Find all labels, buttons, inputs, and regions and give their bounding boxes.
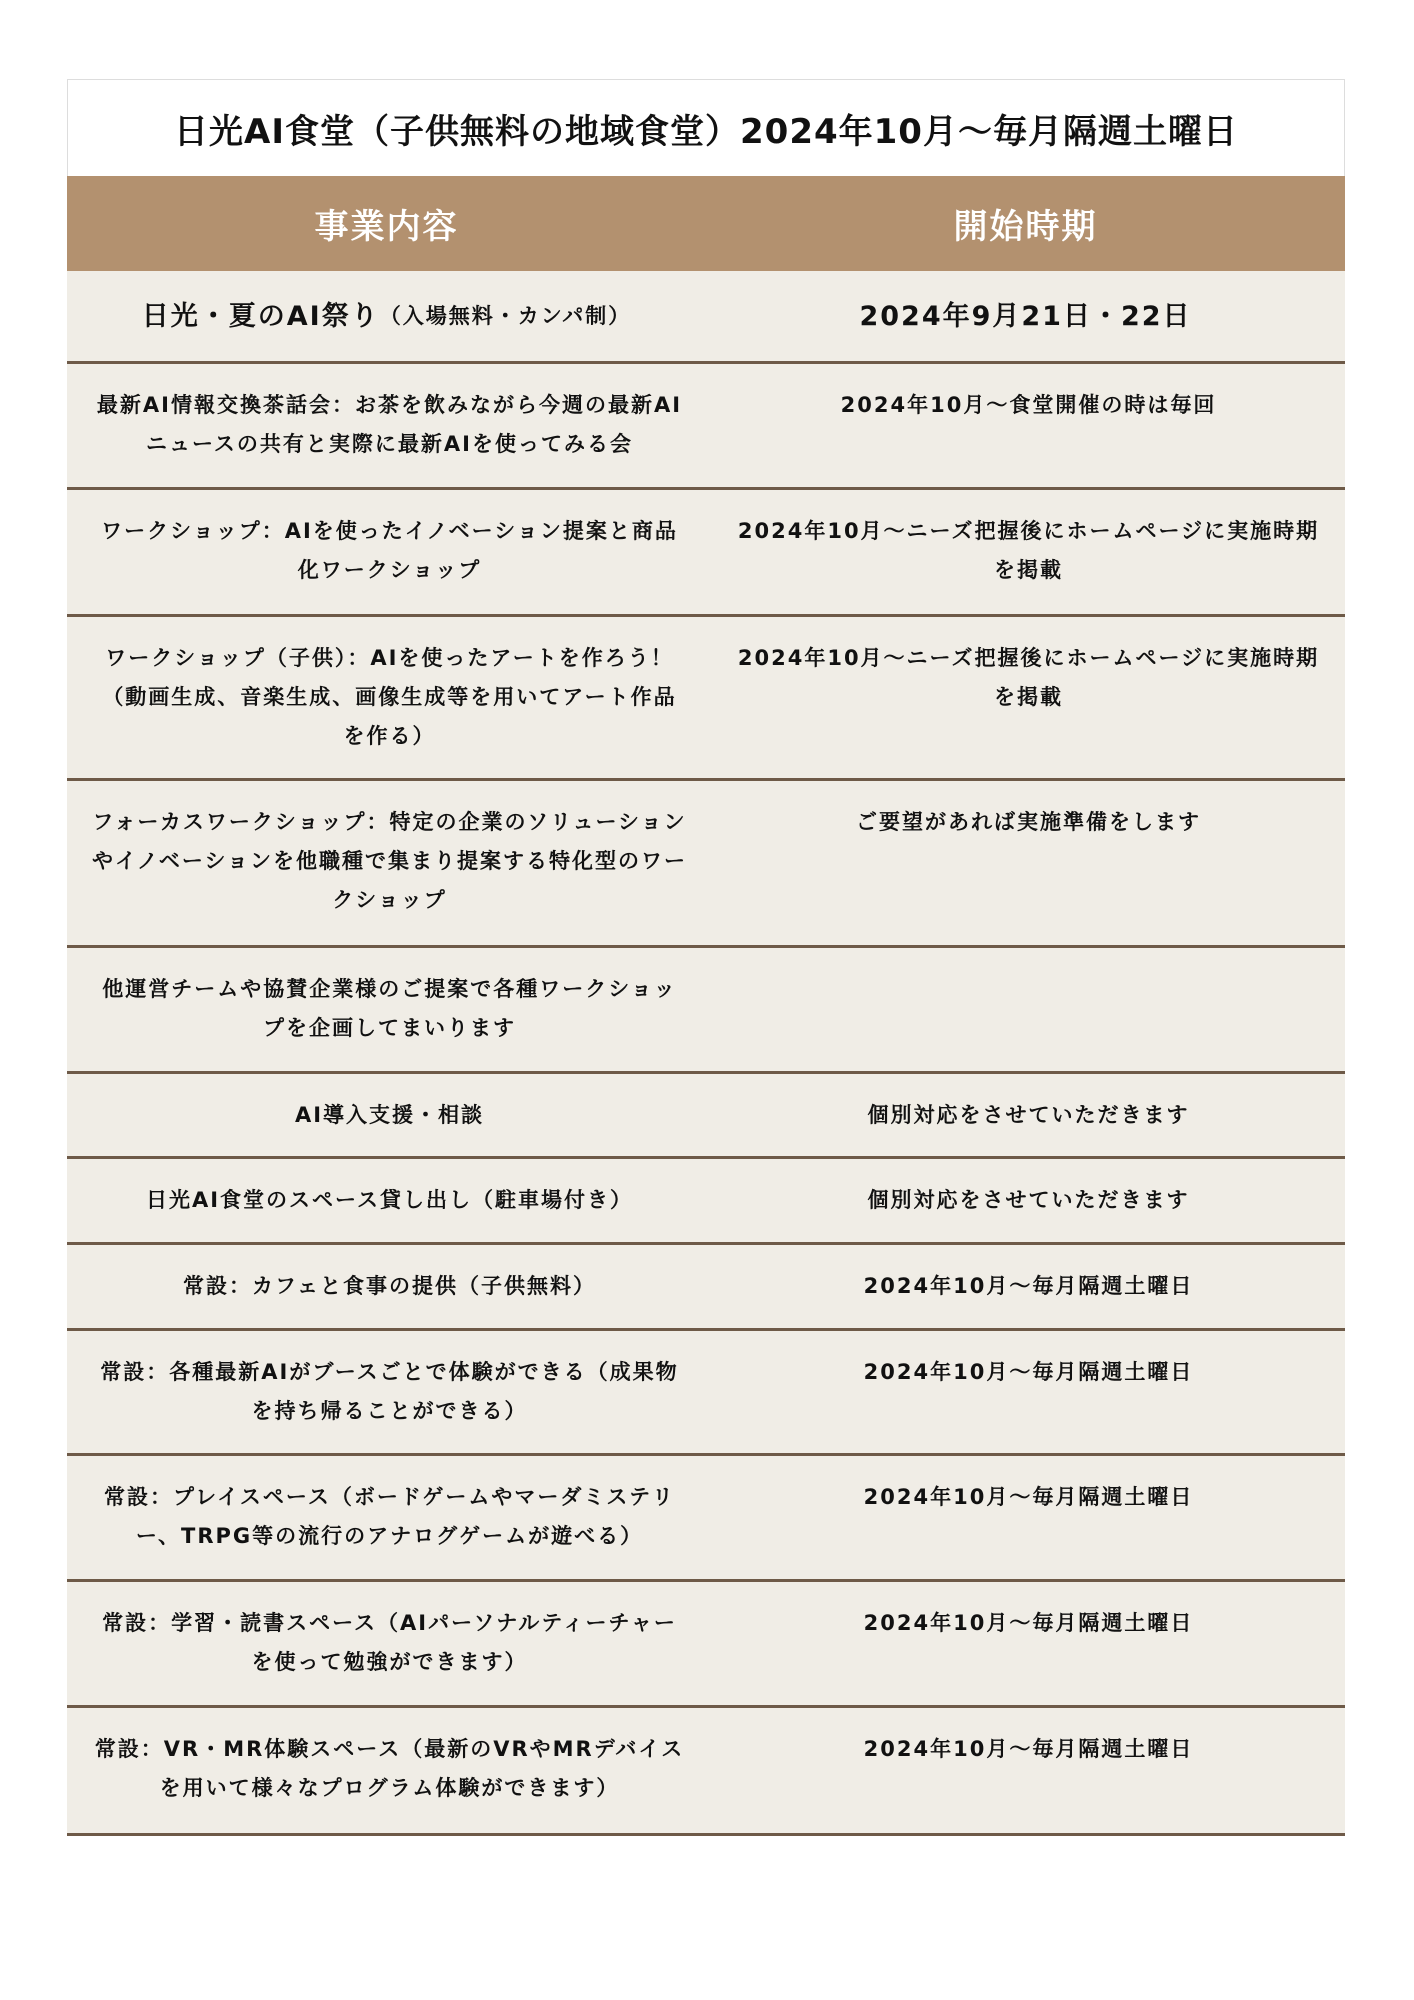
start-cell: 2024年10月～毎月隔週土曜日 xyxy=(863,1360,1194,1384)
start-cell: 2024年10月～毎月隔週土曜日 xyxy=(863,1485,1194,1509)
content-cell: 他運営チームや協賛企業様のご提案で各種ワークショップを企画してまいります xyxy=(102,977,677,1040)
page-title: 日光AI食堂（子供無料の地域食堂）2024年10月～毎月隔週土曜日 xyxy=(67,79,1345,176)
table-row xyxy=(67,1456,1345,1582)
content-cell: 常設：各種最新AIがブースごとで体験ができる（成果物を持ち帰ることができる） xyxy=(100,1360,679,1423)
content-cell: 常設：学習・読書スペース（AIパーソナルティーチャーを使って勉強ができます） xyxy=(102,1611,677,1674)
content-cell: 最新AI情報交換茶話会：お茶を飲みながら今週の最新AIニュースの共有と実際に最新AIを使ってみる会 xyxy=(96,393,683,456)
content-cell: 常設：カフェと食事の提供（子供無料） xyxy=(183,1274,596,1298)
start-cell: 2024年10月～食堂開催の時は毎回 xyxy=(840,393,1217,417)
start-cell: 個別対応をさせていただきます xyxy=(867,1102,1190,1127)
table-row xyxy=(67,490,1345,617)
start-cell: 個別対応をさせていただきます xyxy=(867,1188,1190,1212)
table-row xyxy=(67,948,1345,1074)
start-cell: 2024年10月～ニーズ把握後にホームページに実施時期を掲載 xyxy=(737,519,1320,582)
content-cell xyxy=(67,271,706,361)
table-row xyxy=(67,1708,1345,1836)
content-cell: 日光AI食堂のスペース貸し出し（駐車場付き） xyxy=(145,1188,633,1212)
table-row xyxy=(67,271,1345,364)
content-cell: AI導入支援・相談 xyxy=(294,1102,485,1127)
start-cell: ご要望があれば実施準備をします xyxy=(856,810,1201,834)
table-row xyxy=(67,1582,1345,1708)
content-cell: 常設：VR・MR体験スペース（最新のVRやMRデバイスを用いて様々なプログラム体験ができます） xyxy=(94,1737,685,1800)
header-start: 開始時期 xyxy=(953,207,1098,247)
start-cell xyxy=(712,948,1345,1071)
content-cell: 常設：プレイスペース（ボードゲームやマーダミステリー、TRPG等の流行のアナログゲームが遊べる） xyxy=(103,1485,675,1548)
table-row xyxy=(67,1159,1345,1245)
table-row xyxy=(67,617,1345,781)
table-row xyxy=(67,1074,1345,1159)
start-cell: 2024年10月～毎月隔週土曜日 xyxy=(863,1611,1194,1635)
start-cell: 2024年10月～毎月隔週土曜日 xyxy=(863,1274,1194,1298)
content-cell: フォーカスワークショップ：特定の企業のソリューションやイノベーションを他職種で集まり提案する特化型のワークショップ xyxy=(91,810,688,912)
start-cell: 2024年9月21日・22日 xyxy=(859,300,1192,332)
table-row xyxy=(67,364,1345,490)
event-note: （入場無料・カンパ制） xyxy=(379,303,632,328)
start-cell: 2024年10月～ニーズ把握後にホームページに実施時期を掲載 xyxy=(737,646,1320,709)
table-row xyxy=(67,1245,1345,1331)
event-name: 日光・夏のAI祭り xyxy=(141,300,380,332)
table-row xyxy=(67,781,1345,948)
content-cell: ワークショップ（子供）：AIを使ったアートを作ろう！（動画生成、音楽生成、画像生成等を用いてアート作品を作る） xyxy=(102,646,677,748)
table-row xyxy=(67,1331,1345,1456)
content-cell: ワークショップ：AIを使ったイノベーション提案と商品化ワークショップ xyxy=(101,519,678,582)
schedule-table xyxy=(67,79,1345,1836)
table-header xyxy=(67,176,1345,271)
header-content: 事業内容 xyxy=(314,207,459,247)
start-cell: 2024年10月～毎月隔週土曜日 xyxy=(863,1737,1194,1761)
